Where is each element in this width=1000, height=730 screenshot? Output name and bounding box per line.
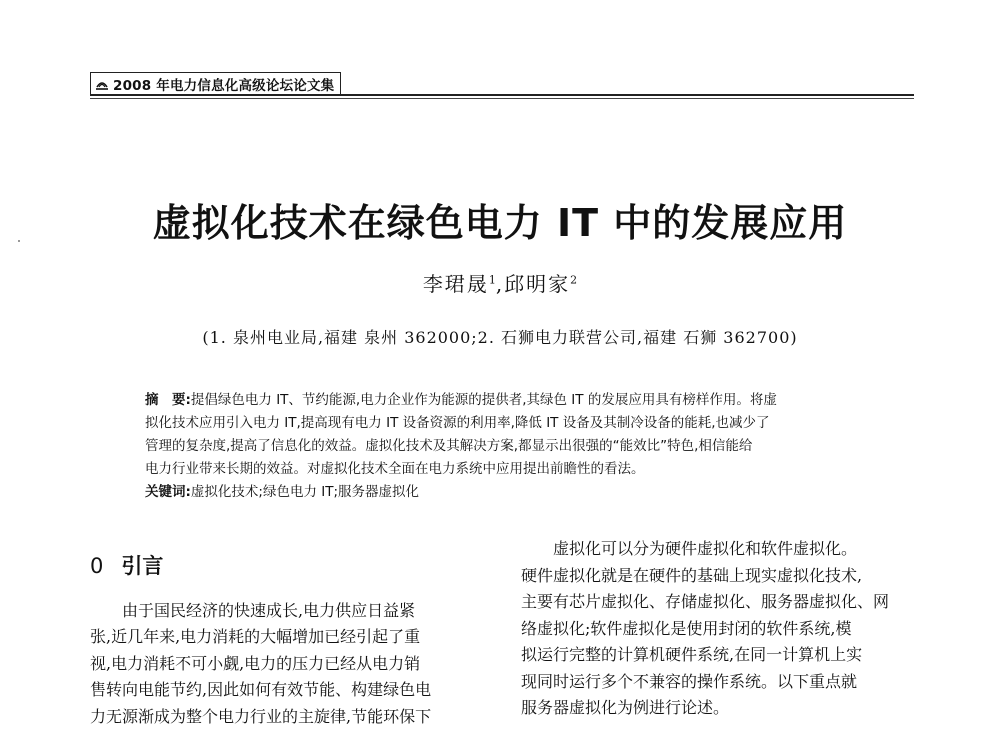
right-column xyxy=(521,536,921,722)
proceedings-logo-icon xyxy=(95,77,109,91)
body-line: 力无源渐成为整个电力行业的主旋律,节能环保下 xyxy=(90,704,490,730)
author-affiliation-mark: 1 xyxy=(489,273,496,286)
abstract-label: 摘 要: xyxy=(145,392,191,408)
body-line: 络虚拟化;软件虚拟化是使用封闭的软件系统,模 xyxy=(521,616,921,643)
body-line: 视,电力消耗不可小觑,电力的压力已经从电力销 xyxy=(90,651,490,678)
body-line: 售转向电能节约,因此如何有效节能、构建绿色电 xyxy=(90,677,490,704)
running-header xyxy=(90,72,914,96)
abstract-block xyxy=(145,389,865,504)
author-name: 李珺晟 xyxy=(423,272,489,296)
body-line: 主要有芯片虚拟化、存储虚拟化、服务器虚拟化、网 xyxy=(521,589,921,616)
keywords-text: 虚拟化技术;绿色电力 IT;服务器虚拟化 xyxy=(191,484,419,500)
section-title: 引言 xyxy=(121,554,163,578)
author-name: ,邱明家 xyxy=(496,272,570,296)
scan-speck xyxy=(18,240,20,242)
header-rule xyxy=(90,94,914,96)
keywords-label: 关键词: xyxy=(145,484,191,500)
body-line: 张,近几年来,电力消耗的大幅增加已经引起了重 xyxy=(90,624,490,651)
left-column xyxy=(90,536,490,730)
abstract-line xyxy=(145,389,865,412)
affiliation-line: (1. 泉州电业局,福建 泉州 362000;2. 石狮电力联营公司,福建 石狮 362700) xyxy=(0,325,1000,348)
abstract-text: 提倡绿色电力 IT、节约能源,电力企业作为能源的提供者,其绿色 IT 的发展应用具有榜样作用。将虚 xyxy=(191,392,777,408)
body-line: 硬件虚拟化就是在硬件的基础上现实虚拟化技术, xyxy=(521,563,921,590)
abstract-line: 管理的复杂度,提高了信息化的效益。虚拟化技术及其解决方案,都显示出很强的“能效比”特色,相信能给 xyxy=(145,435,865,458)
header-rule-thin xyxy=(90,98,914,99)
author-affiliation-mark: 2 xyxy=(570,273,577,286)
abstract-line: 拟化技术应用引入电力 IT,提高现有电力 IT 设备资源的利用率,降低 IT 设备及其制冷设备的能耗,也减少了 xyxy=(145,412,865,435)
paper-title: 虚拟化技术在绿色电力 IT 中的发展应用 xyxy=(0,192,1000,247)
body-line: 现同时运行多个不兼容的操作系统。以下重点就 xyxy=(521,669,921,696)
author-line xyxy=(0,268,1000,297)
body-line: 拟运行完整的计算机硬件系统,在同一计算机上实 xyxy=(521,642,921,669)
journal-label xyxy=(90,72,341,95)
section-heading xyxy=(90,553,490,580)
body-line: 服务器虚拟化为例进行论述。 xyxy=(521,695,921,722)
journal-title: 2008 年电力信息化高级论坛论文集 xyxy=(113,74,334,94)
abstract-line: 电力行业带来长期的效益。对虚拟化技术全面在电力系统中应用提出前瞻性的看法。 xyxy=(145,458,865,481)
body-line: 由于国民经济的快速成长,电力供应日益紧 xyxy=(90,598,490,625)
keywords-line xyxy=(145,481,865,504)
section-number: 0 xyxy=(90,554,103,578)
body-line: 虚拟化可以分为硬件虚拟化和软件虚拟化。 xyxy=(521,536,921,563)
